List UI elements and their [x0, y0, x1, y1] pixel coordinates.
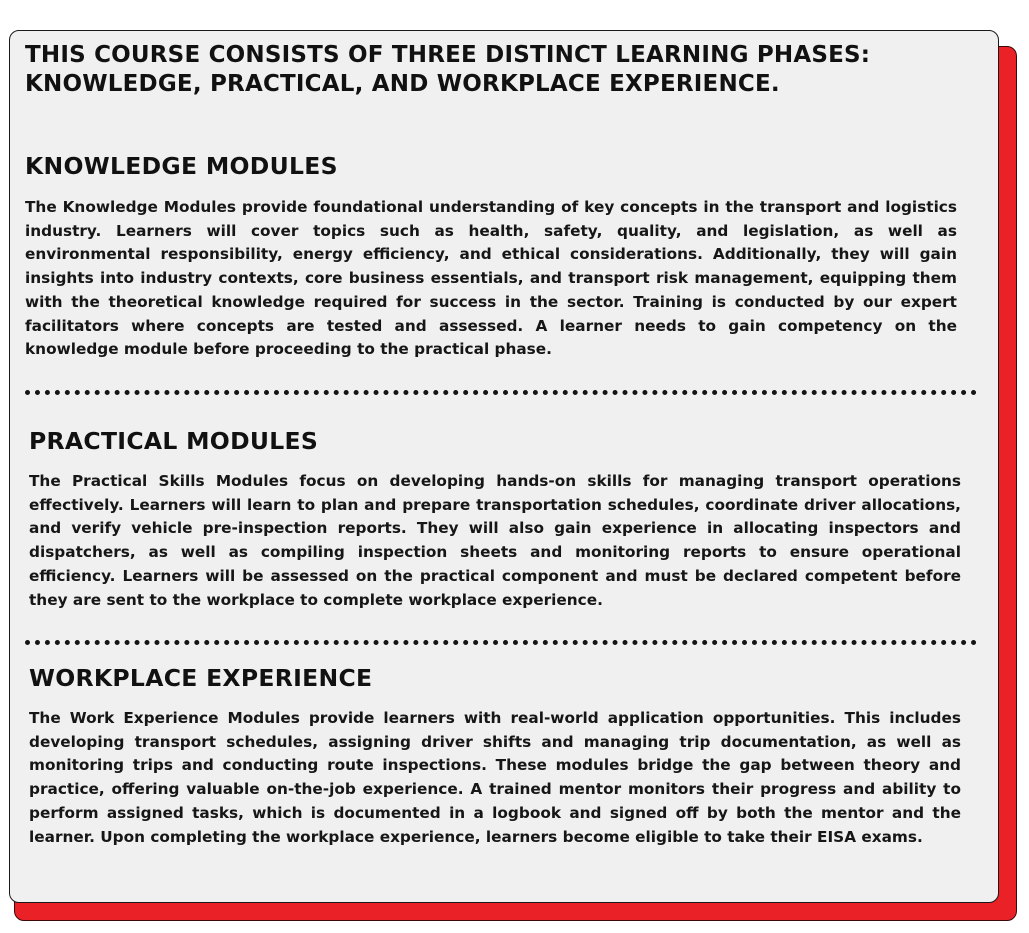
- workplace-experience-description: The Work Experience Modules provide learners with real-world application opportunities. This includes developing transport schedules, assigning driver shifts and managing trip documentation, as well as monitoring trips and conducting route inspections. These modules bridge the gap between theory and practice, offering valuable on-the-job experience. A trained mentor monitors their progress and ability to perform assigned tasks, which is documented in a logbook and signed off by both the mentor and the learner. Upon completing the workplace experience, learners become eligible to take their EISA exams.: [29, 709, 961, 846]
- course-phases-card: [9, 30, 999, 903]
- knowledge-modules-title: KNOWLEDGE MODULES: [25, 152, 338, 180]
- practical-modules-description: The Practical Skills Modules focus on developing hands-on skills for managing transport operations effectively. Learners will learn to plan and prepare transportation schedules, coordinate driver allocations, and verify vehicle pre-inspection reports. They will also gain experience in allocating inspectors and dispatchers, as well as compiling inspection sheets and monitoring reports to ensure operational efficiency. Learners will be assessed on the practical component and must be declared competent before they are sent to the workplace to complete workplace experience.: [29, 472, 961, 609]
- dotted-divider: [25, 640, 977, 645]
- intro-heading: THIS COURSE CONSISTS OF THREE DISTINCT LEARNING PHASES: KNOWLEDGE, PRACTICAL, AND WORKPLACE EXPERIENCE.: [25, 42, 871, 97]
- practical-modules-title: PRACTICAL MODULES: [29, 427, 319, 455]
- dotted-divider: [25, 390, 977, 395]
- workplace-experience-title: WORKPLACE EXPERIENCE: [29, 664, 373, 692]
- knowledge-modules-description: The Knowledge Modules provide foundational understanding of key concepts in the transport and logistics industry. Learners will cover topics such as health, safety, quality, and legislation, as well as environmental responsibility, energy efficiency, and ethical considerations. Additionally, they will gain insights into industry contexts, core business essentials, and transport risk management, equipping them with the theoretical knowledge required for success in the sector. Training is conducted by our expert facilitators where concepts are tested and assessed. A learner needs to gain competency on the knowledge module before proceeding to the practical phase.: [25, 198, 957, 359]
